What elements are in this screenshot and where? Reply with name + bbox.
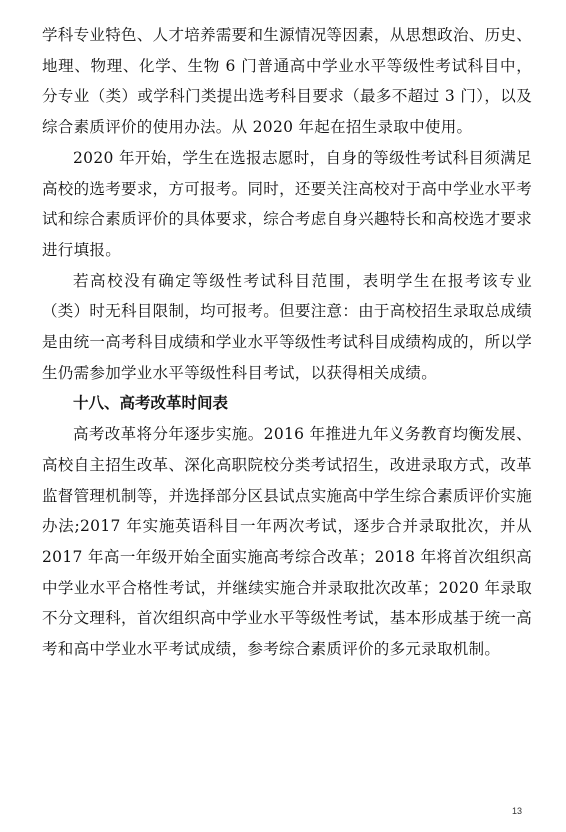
paragraph-continued: 学科专业特色、人才培养需要和生源情况等因素，从思想政治、历史、地理、物理、化学、生物 6 门普通高中学业水平等级性考试科目中，分专业（类）或学科门类提出选考科目要求（最多不超过 3 门），以及综合素质评价的使用办法。从 2020 年起在招生录取中使用。 xyxy=(42,26,532,137)
document-page xyxy=(42,20,532,665)
section-heading: 十八、高考改革时间表 xyxy=(73,394,229,413)
paragraph: 2020 年开始，学生在选报志愿时，自身的等级性考试科目须满足高校的选考要求，方可报考。同时，还要关注高校对于高中学业水平考试和综合素质评价的具体要求，综合考虑自身兴趣特长和高校选才要求进行填报。 xyxy=(42,148,532,259)
section-paragraph: 高考改革将分年逐步实施。2016 年推进九年义务教育均衡发展、高校自主招生改革、深化高职院校分类考试招生，改进录取方式，改革监督管理机制等，并选择部分区县试点实施高中学生综合素质评价实施办法;2017 年实施英语科目一年两次考试，逐步合并录取批次，并从 2017 年高一年级开始全面实施高考综合改革；2018 年将首次组织高中学业水平合格性考试，并继续实施合并录取批次改革；2020 年录取不分文理科，首次组织高中学业水平等级性考试，基本形成基于统一高考和高中学业水平考试成绩，参考综合素质评价的多元录取机制。 xyxy=(42,425,532,659)
page-number: 13 xyxy=(511,806,522,816)
paragraph: 若高校没有确定等级性考试科目范围，表明学生在报考该专业（类）时无科目限制，均可报考。但要注意：由于高校招生录取总成绩是由统一高考科目成绩和学业水平等级性考试科目成绩构成的，所以学生仍需参加学业水平等级性科目考试，以获得相关成绩。 xyxy=(42,271,532,382)
